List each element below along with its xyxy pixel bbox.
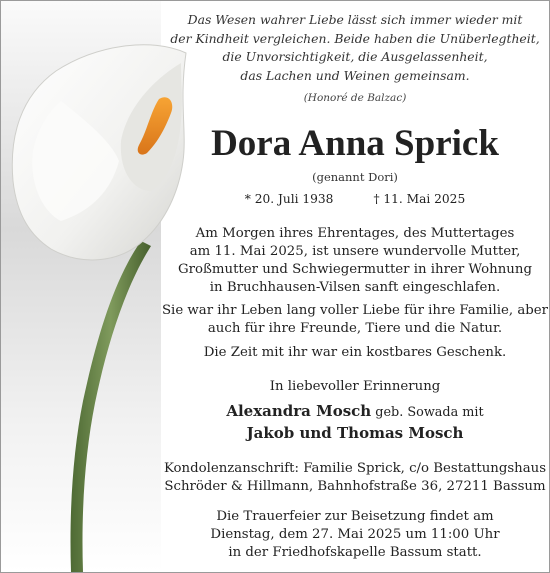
- quote-block: [161, 11, 549, 108]
- birth-date: * 20. Juli 1938: [244, 191, 334, 206]
- mourner-name-1: Alexandra Mosch: [226, 401, 372, 420]
- text-line: in der Friedhofskapelle Bassum statt.: [228, 544, 482, 560]
- text-line: Kondolenzanschrift: Familie Sprick, c/o Bestattungshaus: [163, 460, 547, 476]
- text-line: Großmutter und Schwiegermutter in ihrer Wohnung: [178, 261, 532, 277]
- quote-line: das Lachen und Weinen gemeinsam.: [240, 67, 470, 83]
- text-line: Sie war ihr Leben lang voller Liebe für ihre Familie, aber: [161, 302, 549, 318]
- mourner-suffix: geb. Sowada mit: [371, 404, 484, 420]
- quote-line: der Kindheit vergleichen. Beide haben die Unüberlegtheit,: [170, 30, 540, 46]
- quote-line: die Unvorsichtigkeit, die Ausgelassenheit,: [222, 49, 488, 64]
- text-line: Schröder & Hillmann, Bahnhofstraße 36, 27211 Bassum: [164, 478, 546, 494]
- obituary-content: [161, 1, 549, 562]
- life-dates: [161, 192, 549, 206]
- text-line: Die Zeit mit ihr war ein kostbares Geschenk.: [203, 344, 507, 360]
- quote-line: Das Wesen wahrer Liebe lässt sich immer wieder mit: [187, 12, 523, 27]
- paragraph-gift: [161, 344, 549, 362]
- text-line: Die Trauerfeier zur Beisetzung findet am: [216, 508, 494, 524]
- mourner-name-2: Jakob und Thomas Mosch: [246, 423, 464, 442]
- mourner-line-1: [161, 402, 549, 422]
- death-date: † 11. Mai 2025: [373, 191, 466, 206]
- deceased-name: Dora Anna Sprick: [211, 122, 499, 164]
- paragraph-love: [161, 302, 549, 338]
- deceased-nickname: (genannt Dori): [312, 169, 398, 184]
- text-line: Am Morgen ihres Ehrentages, des Muttertages: [195, 225, 515, 241]
- remembrance-intro: In liebevoller Erinnerung: [269, 378, 441, 394]
- paragraph-passing: [161, 225, 549, 297]
- quote-author: (Honoré de Balzac): [303, 92, 407, 104]
- text-line: auch für ihre Freunde, Tiere und die Natur.: [207, 320, 503, 336]
- text-line: in Bruchhausen-Vilsen sanft eingeschlafen.: [209, 279, 501, 295]
- text-line: Dienstag, dem 27. Mai 2025 um 11:00 Uhr: [210, 526, 500, 542]
- condolence-address: [161, 460, 549, 496]
- text-line: am 11. Mai 2025, ist unsere wundervolle Mutter,: [189, 243, 521, 259]
- funeral-details: [161, 508, 549, 562]
